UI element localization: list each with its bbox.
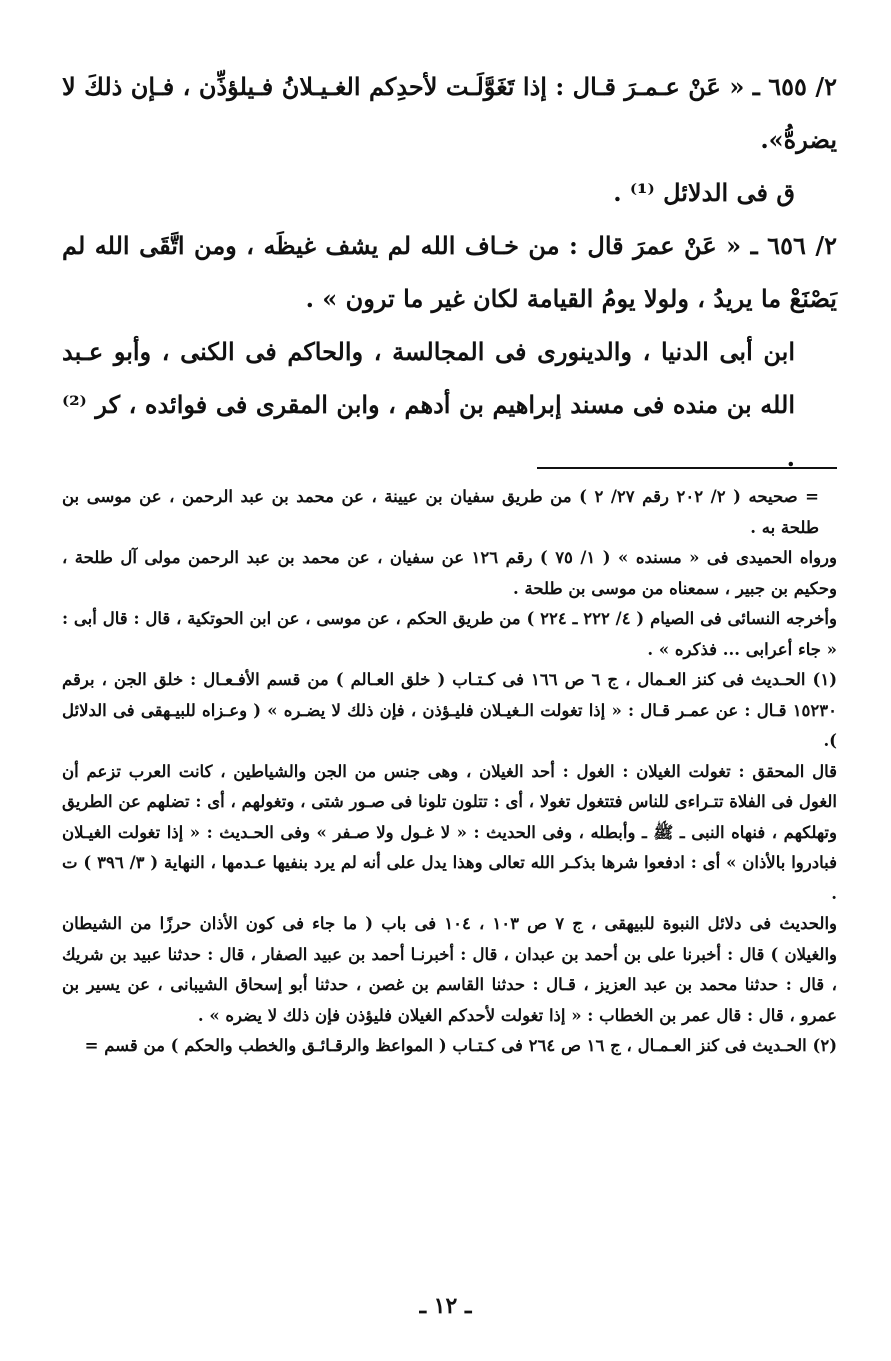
footnote-continued: = صحيحه ( ٢/ ٢٠٢ رقم ٢٧/ ٢ ) من طريق سفيان بن عيينة ، عن محمد بن عبد الرحمن ، عن موسى بن طلحة به . — [62, 487, 819, 537]
footnote-editor-note: قال المحقق : تغولت الغيلان : الغول : أحد الغيلان ، وهى جنس من الجن والشياطين ، كانت العرب تزعم أن الغول فى الفلاة تتـراءى للناس فتتغول تغولا ، أى : تتلون تلونا فى صـور شتى ، وتغولهم ، أى : تضلهم عن الطريق وتهلكهم ، فنهاه النبى ـ ﷺ ـ وأبطله ، وفى الحديث : « لا غـول ولا صـفر » وفى الحـديث : « إذا تغولت الغيـلان فبادروا بالأذان » أى : ادفعوا شرها بذكـر الله تعالى وهذا يدل على أنه لم يرد بنفيها عـدمها ، النهاية ( ٣/ ٣٩٦ ) ت . — [62, 761, 837, 903]
hadith-656: ٢/ ٦٥٦ ـ « عَنْ عمرَ قال : من خـاف الله لم يشف غيظَه ، ومن اتَّقَى الله لم يَصْنَعْ ما يريدُ ، ولولا يومُ القيامة لكان غير ما ترون » . — [62, 231, 837, 313]
footnote-2: (٢) الحـديث فى كنز العـمـال ، ج ١٦ ص ٢٦٤ فى كـتـاب ( المواعظ والرقـائـق والخطب والحكم ) من قسم = — [84, 1036, 837, 1055]
footnote-humaydi: ورواه الحميدى فى « مسنده » ( ١/ ٧٥ ) رقم ١٢٦ عن سفيان ، عن محمد بن عبد الرحمن مولى آل طلحة ، وحكيم بن جبير ، سمعناه من موسى بن طلحة . — [62, 548, 837, 598]
footnote-nasai: وأخرجه النسائى فى الصيام ( ٤/ ٢٢٢ ـ ٢٢٤ ) من طريق الحكم ، عن موسى ، عن ابن الحوتكية ، قال : قال أبى : « جاء أعرابى ... فذكره » . — [62, 609, 837, 659]
source-655: ق فى الدلائل ⁽¹⁾ . — [613, 178, 795, 207]
footnote-divider — [537, 467, 837, 469]
footnotes — [62, 482, 837, 1062]
footnote-1: (١) الحـديث فى كنز العـمال ، ج ٦ ص ١٦٦ فى كـتـاب ( خلق العـالم ) من قسم الأفـعـال : خلق الجن ، برقم ١٥٢٣٠ قـال : عن عمـر قـال : « إذا تغولت الـغيـلان فليـؤذن ، فإن ذلك لا يضـره » ( وعـزاه للبيـهقى فى الدلائل ). — [62, 670, 838, 750]
hadith-655: ٢/ ٦٥٥ ـ « عَنْ عـمـرَ قـال : إذا تَغَوَّلَـت لأحدِكم الغـيـلانُ فـيلؤذِّن ، فـإن ذلكَ لا يضرهُّ». — [62, 72, 837, 154]
page-number: ـ ١٢ ـ — [419, 1293, 472, 1319]
source-656: ابن أبى الدنيا ، والدينورى فى المجالسة ، والحاكم فى الكنى ، وأبو عـبد الله بن منده فى مسند إبراهيم بن أدهم ، وابن المقرى فى فوائده ، كر ⁽²⁾ . — [62, 337, 795, 472]
main-text — [62, 60, 837, 484]
footnote-bayhaqi: والحديث فى دلائل النبوة للبيهقى ، ج ٧ ص ١٠٣ ، ١٠٤ فى باب ( ما جاء فى كون الأذان حرزًا من الشيطان والغيلان ) قال : أخبرنا على بن أحمد بن عبدان ، قال : أخبرنـا أحمد بن عبيد الصفار ، قال : حدثنا عبيد بن شريك ، قال : حدثنا محمد بن عبد العزيز ، قـال : حدثنا القاسم بن غصن ، حدثنا أبو إسحاق الشيبانى ، عن يسير بن عمرو ، قال : قال عمر بن الخطاب : « إذا تغولت لأحدكم الغيلان فليؤذن فإن ذلك لا يضره » . — [62, 914, 837, 1025]
